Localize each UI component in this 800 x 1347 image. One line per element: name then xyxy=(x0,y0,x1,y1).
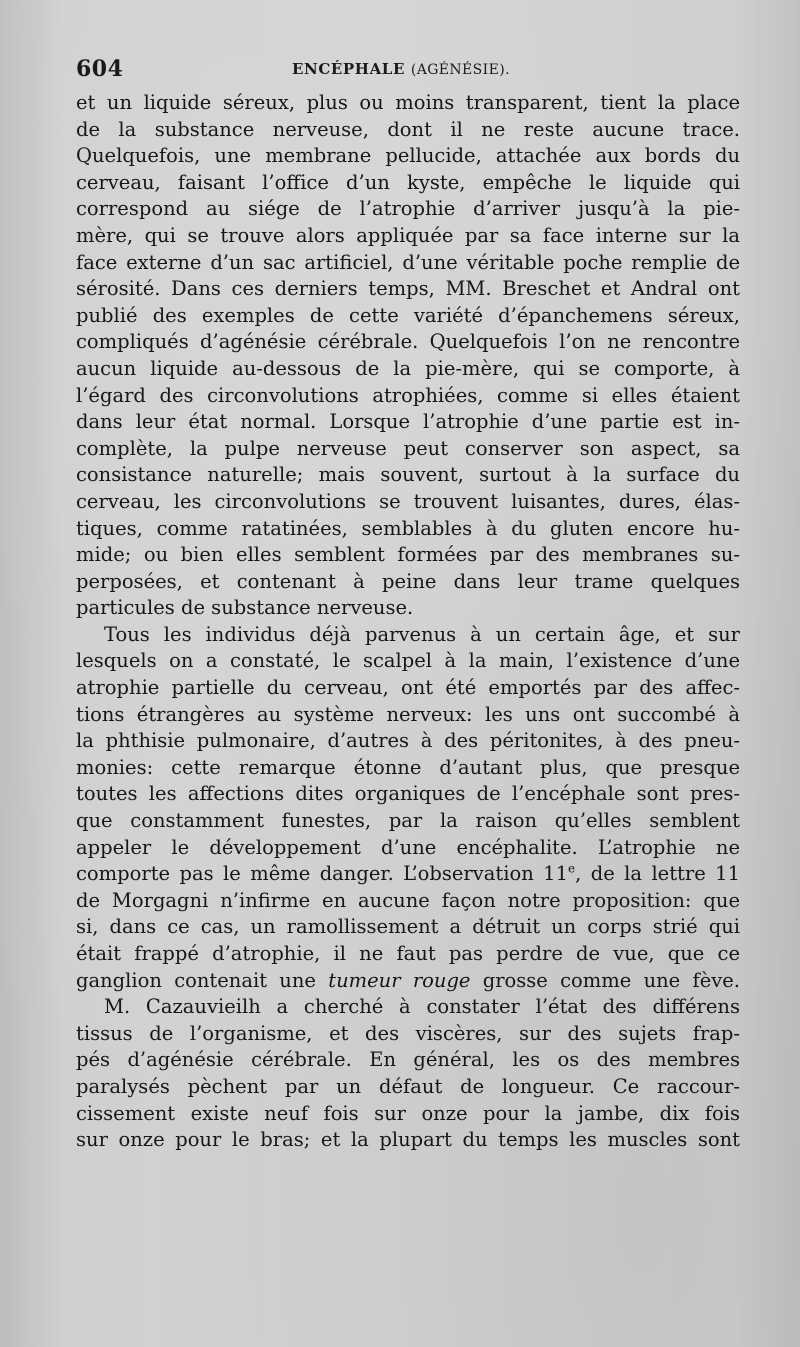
text-line: était frappé d’atrophie, il ne faut pas perdre de vue, que ce xyxy=(76,942,740,965)
text-segment: grosse comme une fève. xyxy=(482,968,740,992)
text-line: dans leur état normal. Lorsque l’atrophie d’une partie est in- xyxy=(76,410,740,434)
text-line: cerveau, les circonvolutions se trouvent luisantes, dures, élas- xyxy=(76,489,740,513)
text-line: compliqués d’agénésie cérébrale. Quelquefois l’on ne rencontre xyxy=(76,330,740,354)
running-head-subtitle: (AGÉNÉSIE). xyxy=(410,62,510,78)
text-line: lesquels on a constaté, le scalpel à la main, l’existence d’une xyxy=(76,649,740,673)
text-line: si, dans ce cas, un ramollissement a détruit un corps strié qui xyxy=(76,915,740,939)
text-line: sur onze pour le bras; et la plupart du temps les muscles sont xyxy=(76,1128,740,1152)
text-line: de Morgagni n’infirme en aucune façon notre proposition: que xyxy=(76,888,740,912)
text-line: aucun liquide au-dessous de la pie-mère, qui se comporte, à xyxy=(76,356,740,380)
text-line: l’égard des circonvolutions atrophiées, comme si elles étaient xyxy=(76,383,740,407)
text-line-with-superscript xyxy=(76,861,740,888)
text-line: que constamment funestes, par la raison qu’elles semblent xyxy=(76,809,740,833)
text-line: face externe d’un sac artificiel, d’une véritable poche remplie de xyxy=(76,250,740,274)
text-line: publié des exemples de cette variété d’épanchemens séreux, xyxy=(76,303,740,327)
text-line: toutes les affections dites organiques de l’encéphale sont pres- xyxy=(76,782,740,806)
text-line: consistance naturelle; mais souvent, surtout à la surface du xyxy=(76,463,740,487)
text-line: cissement existe neuf fois sur onze pour la jambe, dix fois xyxy=(76,1101,740,1125)
text-line: tiques, comme ratatinées, semblables à du gluten encore hu- xyxy=(76,516,740,540)
text-line: correspond au siége de l’atrophie d’arriver jusqu’à la pie- xyxy=(76,197,740,221)
running-head-title: ENCÉPHALE xyxy=(292,60,405,78)
text-line: sérosité. Dans ces derniers temps, MM. Breschet et Andral ont xyxy=(76,277,740,301)
body-text xyxy=(76,90,740,1154)
page-header xyxy=(76,56,740,86)
text-line: mère, qui se trouve alors appliquée par sa face interne sur la xyxy=(76,223,740,247)
text-line: tions étrangères au système nerveux: les uns ont succombé à xyxy=(76,702,740,726)
text-line-paragraph-end: particules de substance nerveuse. xyxy=(76,596,414,620)
text-line: et un liquide séreux, plus ou moins transparent, tient la place xyxy=(76,91,740,114)
text-segment: , de la lettre 11 xyxy=(575,862,740,886)
text-segment: comporte pas le même danger. L’observation 11 xyxy=(76,862,568,886)
text-segment: ganglion contenait une xyxy=(76,968,316,992)
text-line: la phthisie pulmonaire, d’autres à des péritonites, à des pneu- xyxy=(76,729,740,753)
text-line-with-italic xyxy=(76,968,740,995)
text-line: paralysés pèchent par un défaut de longueur. Ce raccour- xyxy=(76,1074,740,1098)
text-line: complète, la pulpe nerveuse peut conserver son aspect, sa xyxy=(76,436,740,460)
text-line: monies: cette remarque étonne d’autant plus, que presque xyxy=(76,755,740,779)
text-line: tissus de l’organisme, et des viscères, sur des sujets frap- xyxy=(76,1021,740,1045)
text-line-paragraph-start: M. Cazauvieilh a cherché à constater l’état des différens xyxy=(104,995,740,1019)
superscript: e xyxy=(568,861,576,876)
text-line: appeler le développement d’une encéphalite. L’atrophie ne xyxy=(76,835,740,859)
text-line: de la substance nerveuse, dont il ne reste aucune trace. xyxy=(76,117,740,141)
text-line: atrophie partielle du cerveau, ont été emportés par des affec- xyxy=(76,676,740,700)
text-line: Quelquefois, une membrane pellucide, attachée aux bords du xyxy=(76,144,740,168)
text-line: cerveau, faisant l’office d’un kyste, empêche le liquide qui xyxy=(76,170,740,194)
running-head xyxy=(292,60,510,78)
text-line: perposées, et contenant à peine dans leur trame quelques xyxy=(76,569,740,593)
text-line: pés d’agénésie cérébrale. En général, les os des membres xyxy=(76,1048,740,1072)
italic-term: tumeur rouge xyxy=(328,968,471,992)
page-number: 604 xyxy=(76,56,124,82)
text-line: mide; ou bien elles semblent formées par des membranes su- xyxy=(76,543,740,567)
text-line-paragraph-start: Tous les individus déjà parvenus à un certain âge, et sur xyxy=(104,622,740,646)
